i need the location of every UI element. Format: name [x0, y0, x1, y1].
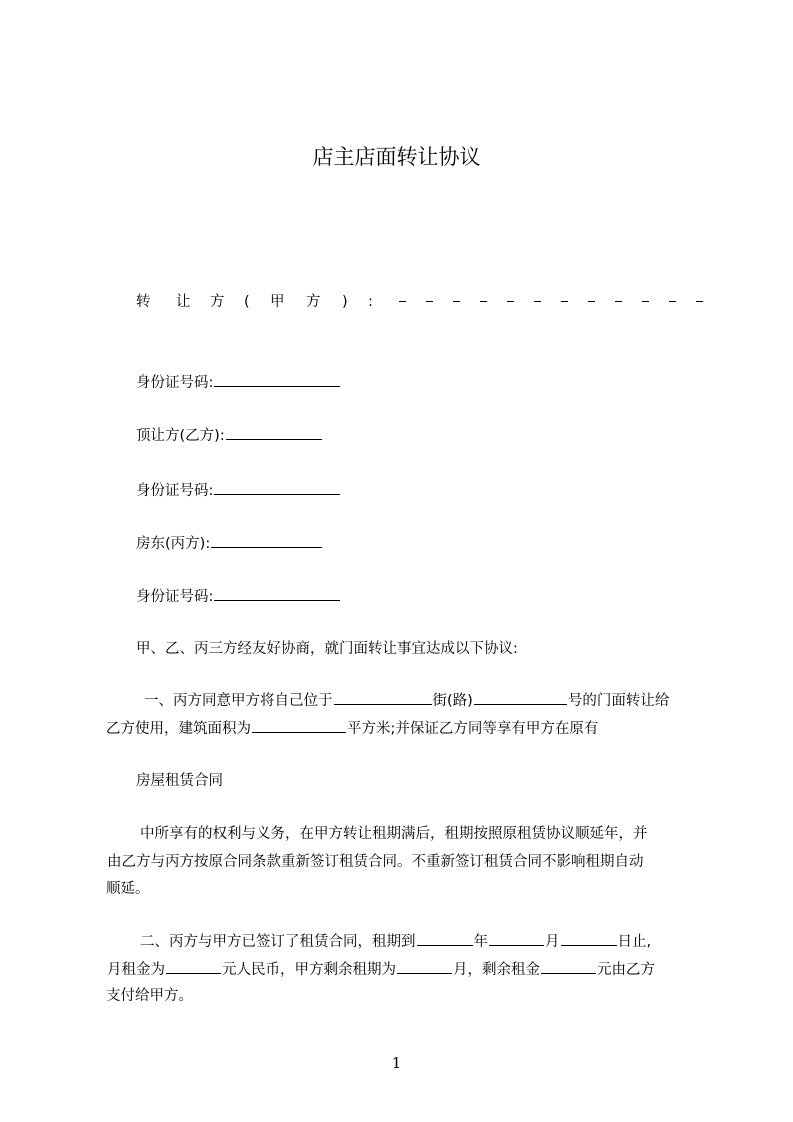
year-blank — [417, 931, 473, 946]
clause-2-line-1 — [140, 931, 651, 952]
clause-text: 元人民币，甲方剩余租期为 — [222, 962, 396, 978]
blank-dash — [453, 301, 460, 302]
transferee-blank — [226, 425, 322, 440]
document-title: 店主店面转让协议 — [312, 145, 481, 169]
clause-2-line-2 — [107, 959, 655, 980]
location-blank — [334, 690, 432, 705]
number-blank — [474, 690, 567, 705]
id-number-label: 身份证号码: — [136, 375, 214, 391]
blank-dash — [669, 301, 676, 302]
id-number-label: 身份证号码: — [136, 483, 214, 499]
landlord-blank — [211, 533, 322, 548]
blank-dash — [696, 301, 703, 302]
clause-2-line-3: 支付给甲方。 — [106, 988, 193, 1004]
clause-text: 月 — [545, 934, 560, 950]
area-blank — [252, 718, 346, 733]
clause-text: 乙方使用，建筑面积为 — [106, 721, 251, 737]
transferor-label-char: 让 — [176, 294, 191, 310]
clause-1-line-5: 由乙方与丙方按原合同条款重新签订租赁合同。不重新签订租赁合同不影响租期自动 — [107, 854, 644, 870]
transferor-label-char: 方 — [210, 294, 225, 310]
remaining-term-blank — [397, 959, 452, 974]
clause-text: 年 — [473, 934, 488, 950]
blank-dash — [426, 301, 433, 302]
id-number-line-2 — [136, 480, 341, 501]
clause-text: 号的门面转让给 — [567, 693, 670, 709]
blank-dash — [615, 301, 622, 302]
transferee-line — [136, 425, 323, 446]
page-number: 1 — [391, 1054, 402, 1072]
clause-1-line-2 — [106, 718, 598, 739]
id-number-blank — [214, 586, 340, 601]
clause-1-line-4: 中所享有的权利与义务，在甲方转让租期满后，租期按照原租赁协议顺延年，并 — [140, 826, 648, 842]
clause-text: 元由乙方 — [597, 962, 655, 978]
clause-text: 月租金为 — [107, 962, 165, 978]
blank-dash — [642, 301, 649, 302]
clause-text: 街(路) — [432, 693, 473, 709]
blank-dash — [480, 301, 487, 302]
transferor-label-char: 转 — [136, 294, 151, 310]
transferor-blank — [399, 301, 704, 309]
landlord-line — [136, 533, 323, 554]
transferor-label-char: 方 — [306, 294, 321, 310]
clause-text: 二、丙方与甲方已签订了租赁合同，租期到 — [140, 934, 416, 950]
month-blank — [489, 931, 544, 946]
blank-dash — [561, 301, 568, 302]
id-number-label: 身份证号码: — [136, 589, 214, 605]
blank-dash — [507, 301, 514, 302]
clause-text: 一、丙方同意甲方将自己位于 — [144, 693, 333, 709]
blank-dash — [588, 301, 595, 302]
clause-1-line-3: 房屋租赁合同 — [136, 773, 223, 789]
id-number-blank — [214, 372, 340, 387]
rent-blank — [166, 959, 221, 974]
landlord-label: 房东(丙方): — [136, 536, 211, 552]
id-number-line-1 — [136, 372, 341, 393]
day-blank — [561, 931, 617, 946]
clause-1-line-1 — [144, 690, 669, 711]
transferor-label-char: 甲 — [270, 294, 285, 310]
clause-text: 日止, — [617, 934, 652, 950]
id-number-line-3 — [136, 586, 341, 607]
transferee-label: 顶让方(乙方): — [136, 428, 225, 444]
id-number-blank — [214, 480, 340, 495]
transferor-label-char: : — [368, 294, 373, 310]
transferor-label-char: ( — [244, 294, 250, 310]
clause-text: 月，剩余租金 — [453, 962, 540, 978]
clause-text: 平方米;并保证乙方同等享有甲方在原有 — [347, 721, 599, 737]
blank-dash — [399, 301, 406, 302]
remaining-rent-blank — [541, 959, 596, 974]
intro-paragraph: 甲、乙、丙三方经友好协商，就门面转让事宜达成以下协议: — [136, 641, 518, 657]
clause-1-line-6: 顺延。 — [106, 881, 150, 897]
blank-dash — [534, 301, 541, 302]
transferor-label-char: ) — [342, 294, 348, 310]
